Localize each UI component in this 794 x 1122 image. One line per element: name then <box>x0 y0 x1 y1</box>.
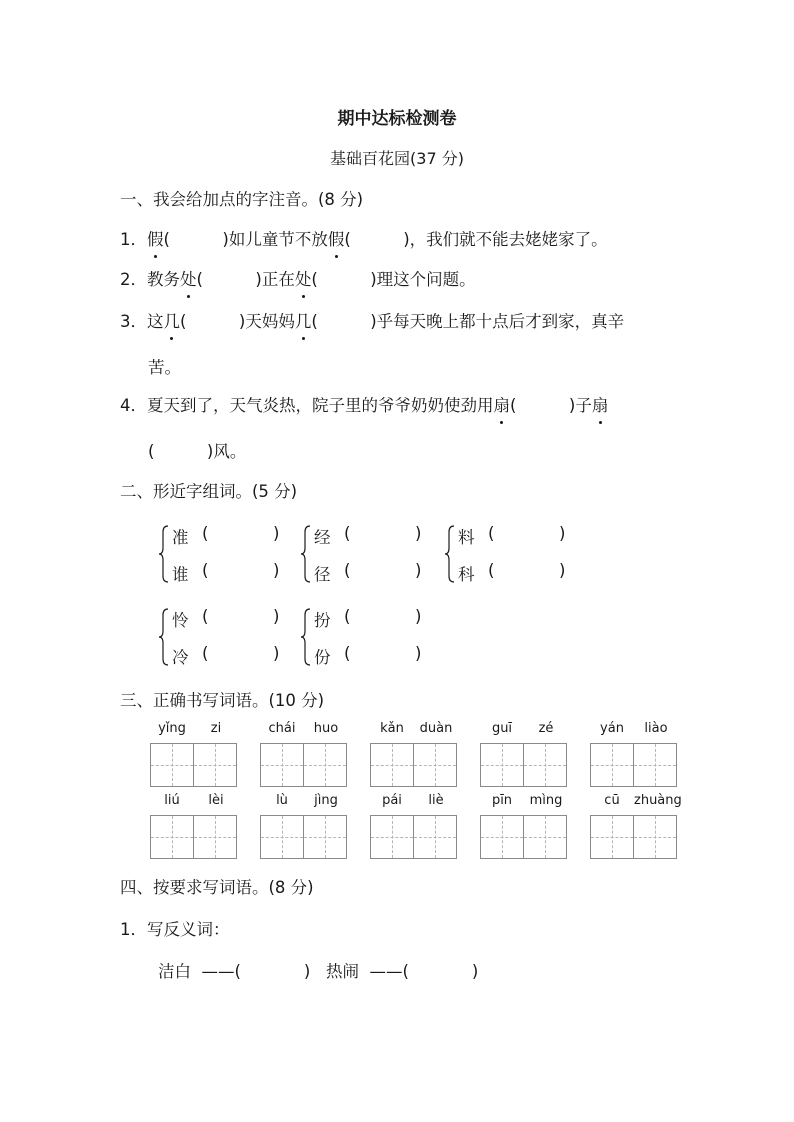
paren-open: ( <box>344 524 351 543</box>
character-row <box>458 561 576 585</box>
paren-close: ) <box>273 607 280 626</box>
pinyin: liào <box>644 721 668 736</box>
paren-open: ( <box>488 561 495 580</box>
q3-text-2: ( )乎每天晚上都十点后才到家，真辛 <box>311 312 625 331</box>
section-3-heading: 三、正确书写词语。(10 分) <box>120 691 325 710</box>
brace-icon <box>158 607 170 667</box>
q1-dotted-char-1: 假 <box>147 228 164 252</box>
character: 份 <box>314 648 331 667</box>
character-row <box>314 561 432 585</box>
q4-text-1: 4．夏天到了，天气炎热，院子里的爷爷奶奶使劲用 <box>120 396 494 415</box>
q2-prefix: 2．教务 <box>120 270 180 289</box>
character: 冷 <box>172 648 189 667</box>
pinyin: liú <box>164 793 180 808</box>
pinyin: yán <box>600 721 624 736</box>
writing-box <box>590 793 682 859</box>
writing-cell[interactable] <box>413 743 457 787</box>
question-1-3-continued: 苦。 <box>148 358 181 377</box>
pinyin: cū <box>604 793 620 808</box>
q3-text-1: ( )天妈妈 <box>180 312 295 331</box>
pinyin: duàn <box>419 721 453 736</box>
section-1-heading: 一、我会给加点的字注音。(8 分) <box>120 190 364 209</box>
pinyin: guī <box>491 721 513 736</box>
paren-close: ) <box>273 561 280 580</box>
writing-box <box>260 793 348 859</box>
character-row <box>314 607 432 631</box>
character-row <box>314 644 432 668</box>
pinyin: pīn <box>491 793 513 808</box>
pinyin: huo <box>313 721 339 736</box>
q1-text-2: ( )，我们就不能去姥姥家了。 <box>344 230 608 249</box>
question-1-3 <box>120 310 624 334</box>
writing-cell[interactable] <box>370 815 414 859</box>
character: 扮 <box>314 611 331 630</box>
q4-text-2: ( )子 <box>510 396 592 415</box>
character-group <box>300 607 430 667</box>
writing-cell[interactable] <box>150 743 194 787</box>
paren-open: ( <box>202 524 209 543</box>
character-row <box>172 644 290 668</box>
paren-open: ( <box>202 607 209 626</box>
brace-icon <box>300 524 312 584</box>
paren-close: ) <box>415 644 422 663</box>
character-row <box>172 607 290 631</box>
paren-open: ( <box>344 607 351 626</box>
q2-dotted-char-1: 处 <box>180 268 197 292</box>
character: 径 <box>314 565 331 584</box>
question-1-4-continued: ( )风。 <box>148 442 247 461</box>
paren-close: ) <box>415 607 422 626</box>
pinyin: yǐng <box>158 721 186 736</box>
paren-close: ) <box>559 561 566 580</box>
writing-cell[interactable] <box>590 743 634 787</box>
page-title: 期中达标检测卷 <box>337 109 457 129</box>
character-row <box>314 524 432 548</box>
character-row <box>172 561 290 585</box>
character-row <box>458 524 576 548</box>
character: 谁 <box>172 565 189 584</box>
character: 料 <box>458 528 475 547</box>
writing-cell[interactable] <box>633 815 677 859</box>
brace-icon <box>444 524 456 584</box>
paren-close: ) <box>415 561 422 580</box>
paren-close: ) <box>415 524 422 543</box>
q3-dotted-char-2: 几 <box>295 310 312 334</box>
paren-open: ( <box>344 644 351 663</box>
question-1-2 <box>120 268 476 292</box>
pinyin: mìng <box>529 793 563 808</box>
writing-cell[interactable] <box>480 743 524 787</box>
writing-cell[interactable] <box>193 815 237 859</box>
paren-open: ( <box>202 561 209 580</box>
brace-icon <box>158 524 170 584</box>
section-4-heading: 四、按要求写词语。(8 分) <box>120 878 314 897</box>
brace-icon <box>300 607 312 667</box>
pinyin: liè <box>428 793 444 808</box>
writing-box <box>480 793 568 859</box>
writing-cell[interactable] <box>523 815 567 859</box>
paren-close: ) <box>273 644 280 663</box>
writing-box <box>590 721 678 787</box>
writing-cell[interactable] <box>413 815 457 859</box>
writing-cell[interactable] <box>260 815 304 859</box>
q2-text-1: ( )正在 <box>196 270 295 289</box>
pinyin: lù <box>276 793 288 808</box>
writing-cell[interactable] <box>370 743 414 787</box>
writing-cell[interactable] <box>193 743 237 787</box>
character-group <box>444 524 574 584</box>
q1-dotted-char-2: 假 <box>328 228 345 252</box>
character: 科 <box>458 565 475 584</box>
question-4-1: 1．写反义词： <box>120 920 230 939</box>
writing-box <box>480 721 568 787</box>
writing-box <box>150 721 238 787</box>
writing-cell[interactable] <box>303 743 347 787</box>
writing-box <box>370 721 458 787</box>
q1-text-1: ( )如儿童节不放 <box>163 230 328 249</box>
writing-cell[interactable] <box>590 815 634 859</box>
writing-cell[interactable] <box>523 743 567 787</box>
writing-cell[interactable] <box>150 815 194 859</box>
character: 经 <box>314 528 331 547</box>
q3-dotted-char-1: 几 <box>164 310 181 334</box>
paren-close: ) <box>559 524 566 543</box>
writing-box <box>260 721 348 787</box>
q2-text-2: ( )理这个问题。 <box>311 270 476 289</box>
q1-prefix: 1． <box>120 230 147 249</box>
pinyin: zhuàng <box>634 793 682 808</box>
character-row <box>172 524 290 548</box>
question-1-4 <box>120 394 608 418</box>
q3-prefix: 3．这 <box>120 312 164 331</box>
writing-cell[interactable] <box>260 743 304 787</box>
writing-cell[interactable] <box>633 743 677 787</box>
pinyin: pái <box>382 793 402 808</box>
pinyin: zé <box>538 721 554 736</box>
section-2-heading: 二、形近字组词。(5 分) <box>120 482 298 501</box>
writing-box <box>150 793 238 859</box>
question-1-1 <box>120 228 608 252</box>
pinyin: kǎn <box>380 721 404 736</box>
paren-open: ( <box>344 561 351 580</box>
antonym-line: 洁白 ——( ) 热闹 ——( ) <box>158 962 479 981</box>
writing-cell[interactable] <box>303 815 347 859</box>
character-group <box>158 524 288 584</box>
character: 准 <box>172 528 189 547</box>
pinyin: chái <box>268 721 296 736</box>
paren-open: ( <box>488 524 495 543</box>
q4-dotted-char-1: 扇 <box>494 394 511 418</box>
writing-box <box>370 793 458 859</box>
section-subtitle: 基础百花园(37 分) <box>330 149 464 168</box>
paren-close: ) <box>273 524 280 543</box>
q2-dotted-char-2: 处 <box>295 268 312 292</box>
pinyin: zi <box>210 721 222 736</box>
pinyin: jìng <box>314 793 338 808</box>
pinyin: lèi <box>208 793 224 808</box>
q4-dotted-char-2: 扇 <box>592 394 609 418</box>
writing-cell[interactable] <box>480 815 524 859</box>
character: 怜 <box>172 611 189 630</box>
paren-open: ( <box>202 644 209 663</box>
character-group <box>300 524 430 584</box>
character-group <box>158 607 288 667</box>
